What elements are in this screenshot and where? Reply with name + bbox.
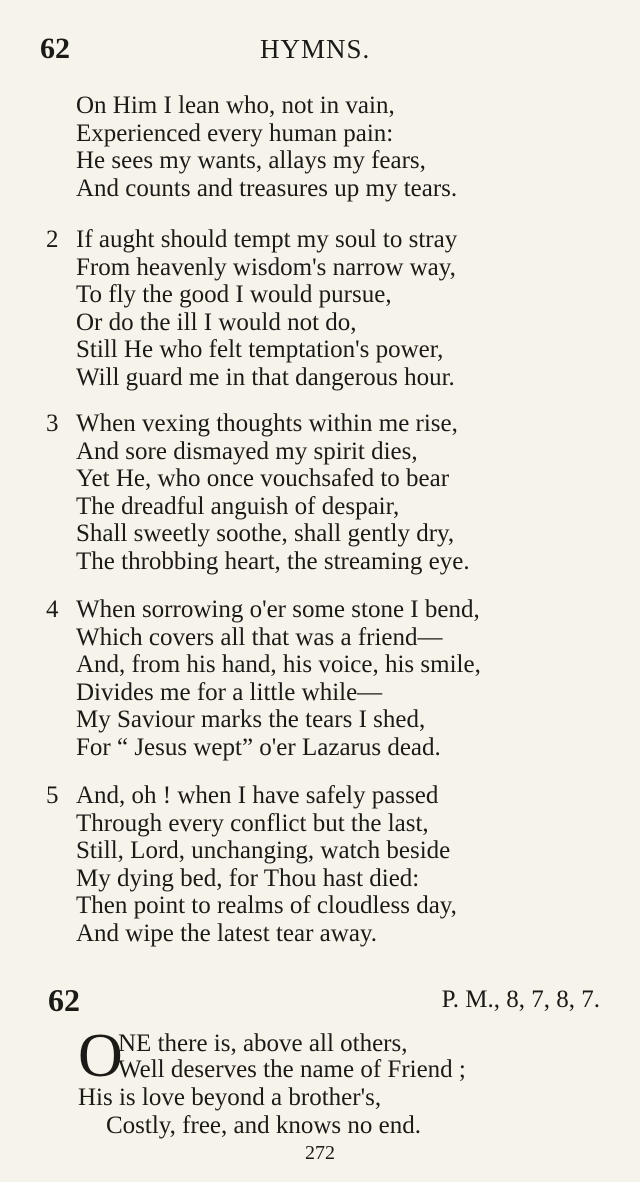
verse-line-text: For “ Jesus wept” o'er Lazarus dead. bbox=[76, 733, 441, 761]
hymn-header bbox=[0, 982, 640, 1022]
verse-line-text: Still He who felt temptation's power, bbox=[76, 336, 444, 363]
verse-line-text: He sees my wants, allays my fears, bbox=[76, 147, 426, 174]
verse-line-text: On Him I lean who, not in vain, bbox=[76, 92, 395, 119]
running-head bbox=[0, 32, 640, 72]
verse-line-text: If aught should tempt my soul to stray bbox=[76, 226, 458, 253]
verse-line-text: Divides me for a little while— bbox=[76, 678, 383, 706]
verse-line-text: When vexing thoughts within me rise, bbox=[76, 410, 458, 437]
hymn-line: NE there is, above all others, bbox=[118, 1030, 408, 1057]
verse-line-text: Still, Lord, unchanging, watch beside bbox=[76, 837, 451, 864]
verse-line-text: My Saviour marks the tears I shed, bbox=[76, 706, 426, 733]
running-head-title: HYMNS. bbox=[260, 34, 371, 64]
hymn-line: Well deserves the name of Friend ; bbox=[118, 1056, 466, 1083]
verse-line-text: Then point to realms of cloudless day, bbox=[76, 892, 457, 919]
verse-line-text: The throbbing heart, the streaming eye. bbox=[76, 547, 470, 575]
verse-line-text: Which covers all that was a friend— bbox=[76, 623, 443, 651]
verse-line-text: And wipe the latest tear away. bbox=[76, 919, 378, 947]
footer-page-number: 272 bbox=[305, 1142, 335, 1164]
hymn-number: 62 bbox=[48, 982, 80, 1018]
verse-line-text: From heavenly wisdom's narrow way, bbox=[76, 253, 456, 281]
verse-line-text: Shall sweetly soothe, shall gently dry, bbox=[76, 520, 455, 547]
hymn-line: His is love beyond a brother's, bbox=[78, 1084, 382, 1111]
verse-line-text: To fly the good I would pursue, bbox=[76, 281, 392, 308]
verse-line-text: Yet He, who once vouchsafed to bear bbox=[76, 465, 450, 492]
hymn-line: Costly, free, and knows no end. bbox=[106, 1112, 421, 1139]
verse-line-text: And counts and treasures up my tears. bbox=[76, 174, 458, 202]
verse-number: 3 bbox=[46, 410, 59, 437]
verse-number: 5 bbox=[46, 782, 59, 809]
running-head-page-number: 62 bbox=[40, 32, 70, 65]
verse-line-text: And, oh ! when I have safely passed bbox=[76, 782, 439, 809]
verse-number: 4 bbox=[46, 596, 59, 623]
verse-line-text: Or do the ill I would not do, bbox=[76, 308, 357, 336]
verse-line-text: Will guard me in that dangerous hour. bbox=[76, 363, 455, 391]
verse-line-text: The dreadful anguish of despair, bbox=[76, 492, 400, 520]
verse-line-text: When sorrowing o'er some stone I bend, bbox=[76, 596, 480, 623]
verse-line-text: Through every conflict but the last, bbox=[76, 809, 429, 837]
hymn-meter: P. M., 8, 7, 8, 7. bbox=[441, 986, 600, 1013]
verse-line-text: And sore dismayed my spirit dies, bbox=[76, 437, 418, 465]
verse-line-text: Experienced every human pain: bbox=[76, 119, 394, 147]
verse-line-text: And, from his hand, his voice, his smile, bbox=[76, 651, 481, 678]
drop-cap: O bbox=[78, 1022, 123, 1090]
verse-number: 2 bbox=[46, 226, 59, 253]
verse-line-text: My dying bed, for Thou hast died: bbox=[76, 864, 420, 892]
